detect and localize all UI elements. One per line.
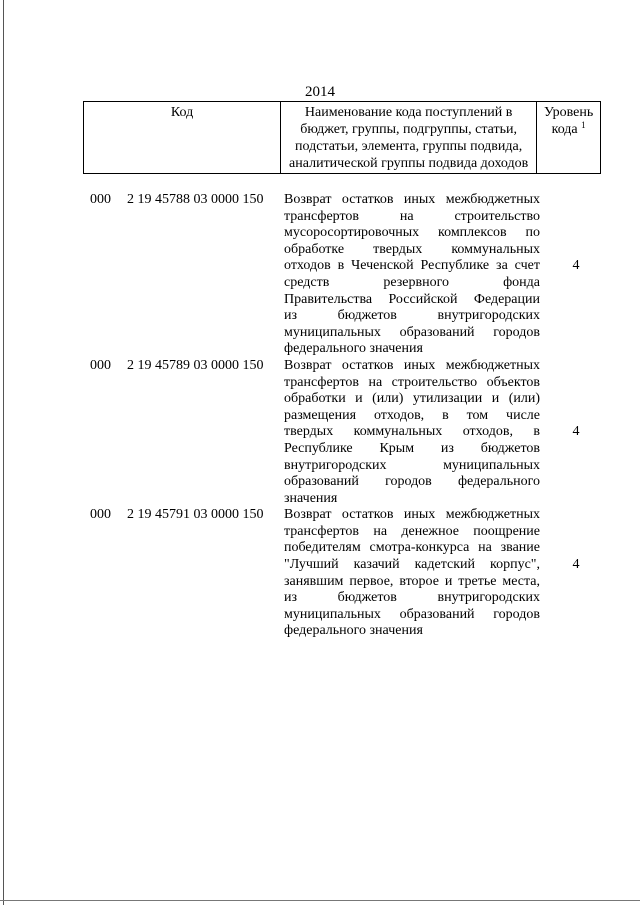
description-line: Возврат остатков иных межбюджетных [284, 192, 540, 207]
description-line: "Лучший казачий кадетский корпус", [284, 557, 540, 573]
description-line: трансфертов на строительство [284, 208, 540, 224]
description-line: занявшим первое, второе и третье места, [284, 573, 540, 589]
code-level: 4 [572, 557, 580, 573]
description-line: трансфертов на строительство объектов [284, 374, 540, 390]
description-line: средств резервного фонда [284, 274, 540, 290]
code-level: 4 [572, 258, 580, 274]
description-line: образований городов федерального [284, 474, 540, 490]
header-code-label: Код [170, 105, 194, 120]
description-line: Возврат остатков иных межбюджетных [284, 507, 540, 523]
header-name-cell [281, 102, 537, 174]
description-line: федерального значения [284, 623, 423, 639]
header-level-footnote: 1 [581, 120, 586, 130]
header-level-word: кода [551, 122, 578, 137]
description-line: Возврат остатков иных межбюджетных [284, 357, 540, 373]
description-line: федерального значения [284, 341, 423, 357]
description-line: из бюджетов внутригородских [284, 590, 540, 606]
scan-bottom-edge [0, 900, 640, 901]
header-name-line: подстатьи, элемента, группы подвида, [295, 139, 523, 154]
code-level: 4 [572, 424, 580, 440]
description-line: отходов в Чеченской Республике за счет [284, 258, 540, 274]
income-description [284, 507, 540, 640]
description-line: твердых коммунальных отходов, в [284, 424, 540, 440]
description-line: муниципальных образований городов [284, 606, 540, 622]
header-name-line: Наименование кода поступлений в [304, 105, 513, 120]
header-code-cell [84, 102, 281, 174]
income-description [284, 192, 540, 358]
description-line: значения [284, 490, 338, 506]
budget-code: 2 19 45791 03 0000 150 [127, 507, 264, 523]
list-item [0, 507, 640, 640]
description-line: мусоросортировочных комплексов по [284, 225, 540, 241]
page-number: 2014 [305, 84, 335, 100]
description-line: трансфертов на денежное поощрение [284, 523, 540, 539]
entries-list [0, 192, 640, 640]
income-description [284, 358, 540, 507]
header-name-line: бюджет, группы, подгруппы, статьи, [300, 122, 518, 137]
header-level-label-2 [539, 121, 598, 138]
header-name-line: аналитической группы подвида доходов [289, 156, 529, 171]
description-line: обработки и (или) утилизации и (или) [284, 391, 540, 407]
budget-code: 2 19 45789 03 0000 150 [127, 357, 264, 373]
description-line: муниципальных образований городов [284, 324, 540, 340]
description-line: победителям смотра-конкурса на звание [284, 540, 540, 556]
admin-code: 000 [90, 192, 111, 207]
header-level-label: Уровень [543, 105, 594, 120]
header-level-cell [537, 102, 601, 174]
description-line: Республике Крым из бюджетов [284, 440, 540, 456]
description-line: обработке твердых коммунальных [284, 241, 540, 257]
description-line: внутригородских муниципальных [284, 457, 540, 473]
description-line: размещения отходов, в том числе [284, 407, 540, 423]
list-item [0, 192, 640, 358]
description-line: из бюджетов внутригородских [284, 308, 540, 324]
list-item [0, 358, 640, 507]
admin-code: 000 [90, 507, 111, 523]
admin-code: 000 [90, 357, 111, 373]
table-header [83, 101, 601, 174]
budget-code: 2 19 45788 03 0000 150 [127, 192, 264, 207]
description-line: Правительства Российской Федерации [284, 291, 540, 307]
